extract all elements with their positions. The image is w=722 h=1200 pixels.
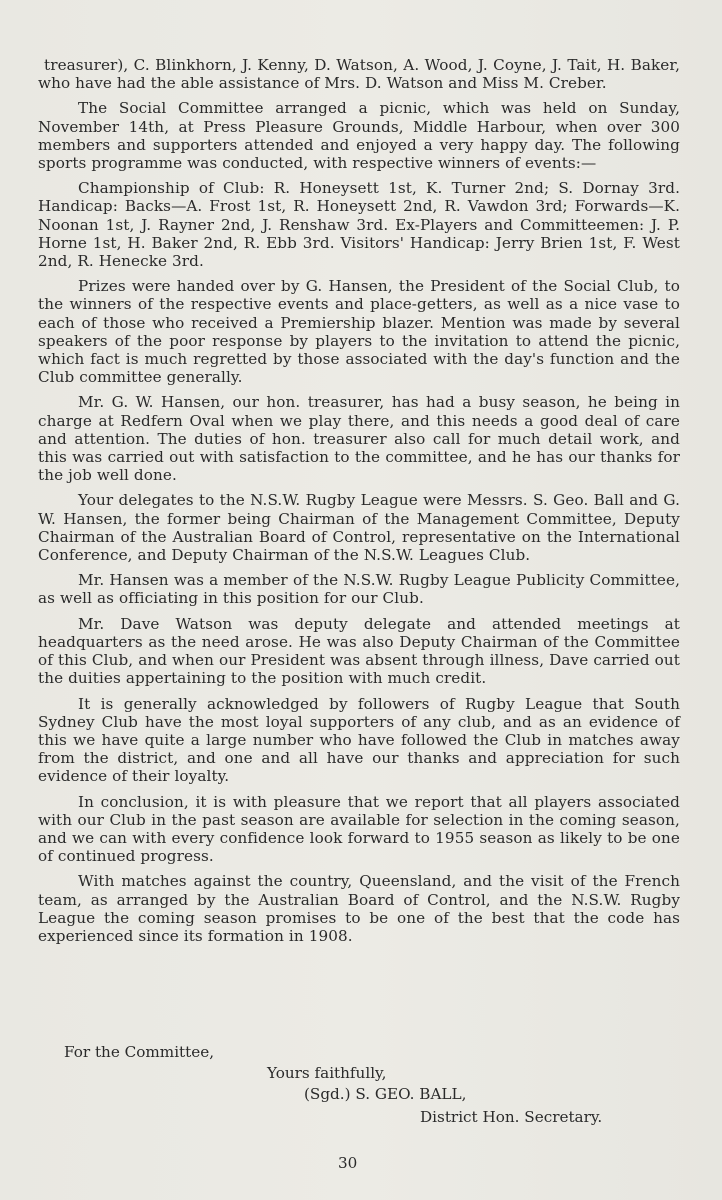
paragraph-prizes: Prizes were handed over by G. Hansen, the President of the Social Club, to the winners of the respective events and place-getters, as well as a nice vase to each of those who received a Premiership blazer. Mention was made by several speakers of the poor response by players to the invitation to attend the picnic, which fact is much regretted by those associated with the day's function and the Club committee generally. (38, 277, 680, 387)
signature-line: (Sgd.) S. GEO. BALL, (304, 1085, 467, 1103)
paragraph-deputy: Mr. Dave Watson was deputy delegate and attended meetings at headquarters as the need arose. He was also Deputy Chairman of the Committee of this Club, and when our President was absent through illness, Dave carried out the duities appertaining to the position with much credit. (38, 614, 680, 688)
closing-line: Yours faithfully, (267, 1064, 387, 1082)
paragraph-results: Championship of Club: R. Honeysett 1st, K. Turner 2nd; S. Dornay 3rd. Handicap: Backs—A. Frost 1st, R. Honeysett 2nd, R. Vawdon 3rd; Forwards—K. Noonan 1st, J. Rayner 2nd, J. Renshaw 3rd. Ex-Players and Committeemen: J. P. Horne 1st, H. Baker 2nd, R. Ebb 3rd. Visitors' Handicap: Jerry Brien 1st, F. West 2nd, R. Henecke 3rd. (38, 179, 680, 271)
paragraph-conclusion: In conclusion, it is with pleasure that we report that all players associated with our Club in the past season are available for selection in the coming season, and we can with every confidence look forward to 1955 season as likely to be one of continued progress. (38, 792, 680, 866)
paragraph-treasurer: Mr. G. W. Hansen, our hon. treasurer, has had a busy season, he being in charge at Redfern Oval when we play there, and this needs a good deal of care and attention. The duties of hon. treasurer also call for much detail work, and this was carried out with satisfaction to the committee, and he has our thanks for the job well done. (38, 393, 680, 485)
paragraph-outlook: With matches against the country, Queensland, and the visit of the French team, as arranged by the Australian Board of Control, and the N.S.W. Rugby League the coming season promises to be one of the best that the code has experienced since its formation in 1908. (38, 872, 680, 945)
paragraph-delegates: Your delegates to the N.S.W. Rugby League were Messrs. S. Geo. Ball and G. W. Hansen, the former being Chairman of the Management Committee, Deputy Chairman of the Australian Board of Control, representative on the International Conference, and Deputy Chairman of the N.S.W. Leagues Club. (38, 491, 680, 565)
paragraph-publicity: Mr. Hansen was a member of the N.S.W. Rugby League Publicity Committee, as well as officiating in this position for our Club. (38, 571, 680, 608)
page-number: 30 (338, 1154, 358, 1172)
paragraph-social-committee: The Social Committee arranged a picnic, which was held on Sunday, November 14th, at Press Pleasure Grounds, Middle Harbour, when over 300 members and supporters attended and enjoyed a very happy day. The following sports programme was conducted, with respective winners of events:— (38, 99, 680, 173)
paragraph-supporters: It is generally acknowledged by followers of Rugby League that South Sydney Club have the most loyal supporters of any club, and as an evidence of this we have quite a large number who have followed the Club in matches away from the district, and one and all have our thanks and appreciation for such evidence of their loyalty. (38, 694, 680, 786)
paragraph-continued: treasurer), C. Blinkhorn, J. Kenny, D. Watson, A. Wood, J. Coyne, J. Tait, H. Baker, who have had the able assistance of Mrs. D. Watson and Miss M. Creber. (38, 56, 680, 93)
signatory-title: District Hon. Secretary. (420, 1108, 603, 1126)
for-committee-line: For the Committee, (64, 1043, 215, 1061)
body-text (38, 56, 680, 952)
